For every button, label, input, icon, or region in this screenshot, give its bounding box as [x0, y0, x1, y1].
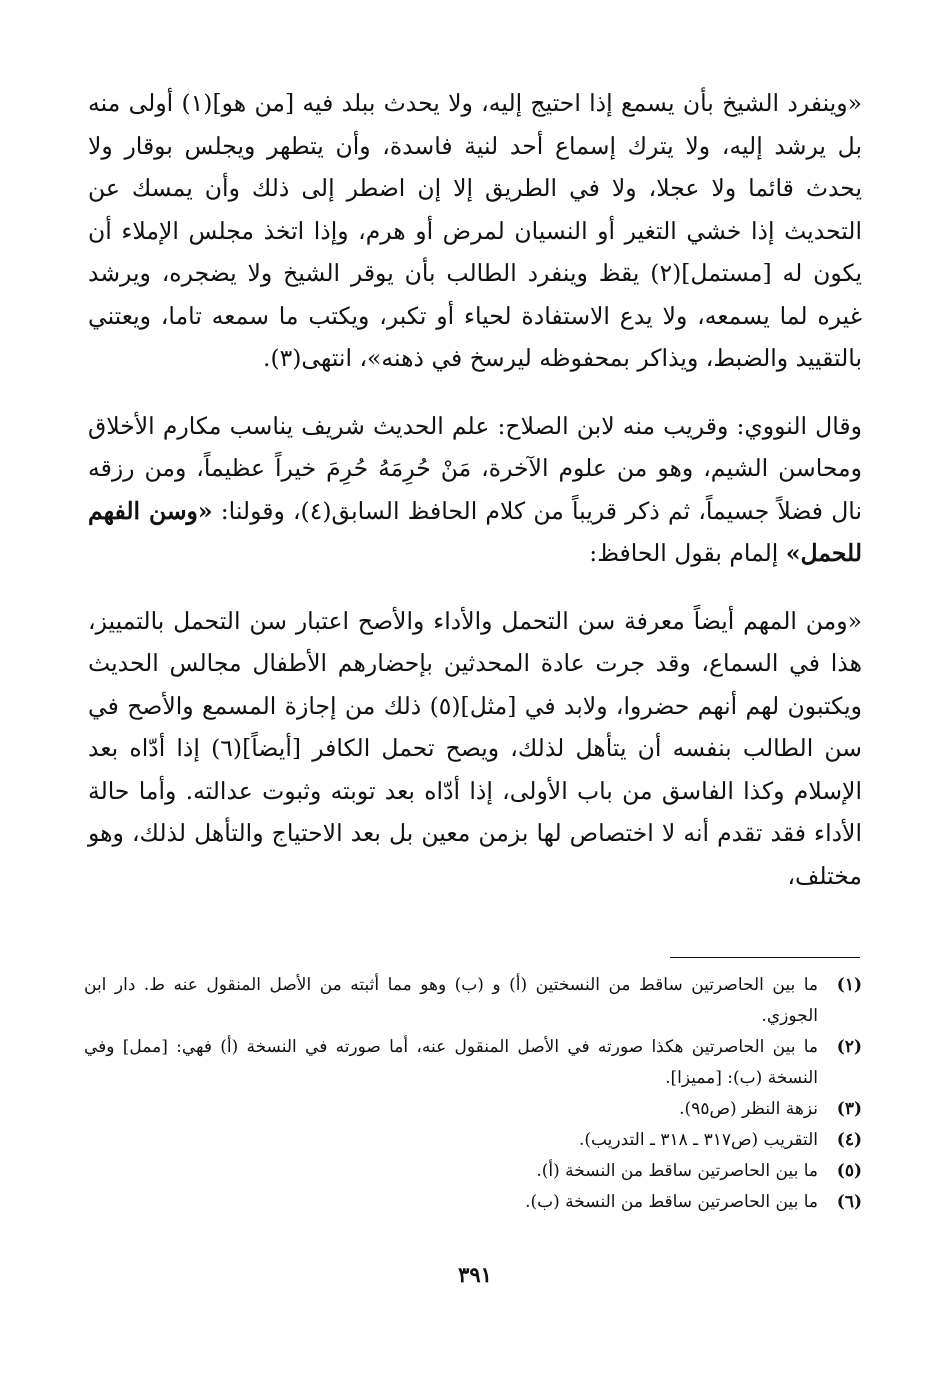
footnote-number: (١)	[836, 975, 862, 995]
footnote-text: ما بين الحاصرتين ساقط من النسختين (أ) و (ب) وهو مما أثبته من الأصل المنقول عنه ط. دار ابن الجوزي.	[84, 975, 818, 1026]
footnote-4	[84, 1125, 862, 1156]
main-text	[88, 82, 862, 897]
footnote-1	[84, 970, 862, 1032]
paragraph-3: «ومن المهم أيضاً معرفة سن التحمل والأداء والأصح اعتبار سن التحمل بالتمييز، هذا في السماع، وقد جرت عادة المحدثين بإحضارهم الأطفال مجالس الحديث ويكتبون لهم أنهم حضروا، ولابد في [مثل](٥) ذلك من إجازة المسمع والأصح في سن الطالب بنفسه أن يتأهل لذلك، ويصح تحمل الكافر [أيضاً](٦) إذا أدّاه بعد الإسلام وكذا الفاسق من باب الأولى، إذا أدّاه بعد توبته وثبوت عدالته. وأما حالة الأداء فقد تقدم أنه لا اختصاص لها بزمن معين بل بعد الاحتياج والتأهل لذلك، وهو مختلف،	[88, 606, 862, 890]
footnote-2	[84, 1032, 862, 1094]
footnote-6	[84, 1187, 862, 1218]
footnote-text: نزهة النظر (ص٩٥).	[679, 1099, 818, 1119]
footnote-text: التقريب (ص٣١٧ ـ ٣١٨ ـ التدريب).	[578, 1130, 818, 1150]
page-number: ٣٩١	[458, 1262, 492, 1287]
footnote-text: ما بين الحاصرتين هكذا صورته في الأصل المنقول عنه، أما صورته في النسخة (أ) فهي: [ممل] وفي النسخة (ب): [مميزا].	[84, 1037, 818, 1088]
footnotes	[84, 970, 862, 1218]
footnote-text: ما بين الحاصرتين ساقط من النسخة (ب).	[525, 1192, 818, 1212]
footnote-number: (٦)	[836, 1192, 862, 1212]
footnote-text: ما بين الحاصرتين ساقط من النسخة (أ).	[536, 1161, 818, 1181]
footnote-number: (٣)	[836, 1099, 862, 1119]
footnote-number: (٤)	[836, 1130, 862, 1150]
footnote-number: (٢)	[836, 1037, 862, 1057]
footnote-3	[84, 1094, 862, 1125]
paragraph-2-text-end: إلمام بقول الحافظ:	[589, 539, 786, 567]
footnote-5	[84, 1156, 862, 1187]
paragraph-2	[88, 405, 862, 575]
footnote-divider	[670, 957, 860, 958]
paragraph-2-bold-quote: «وسن الفهم للحمل»	[88, 496, 862, 567]
paragraph-1: «وينفرد الشيخ بأن يسمع إذا احتيج إليه، ولا يحدث ببلد فيه [من هو](١) أولى منه بل يرشد إليه، ولا يترك إسماع أحد لنية فاسدة، وأن يتطهر ويجلس بوقار ولا يحدث قائما ولا عجلا، ولا في الطريق إلا إن اضطر إلى ذلك وأن يمسك عن التحديث إذا خشي التغير أو النسيان لمرض أو هرم، وإذا اتخذ مجلس الإملاء أن يكون له [مستمل](٢) يقظ وينفرد الطالب بأن يوقر الشيخ ولا يضجره، ويرشد غيره لما يسمعه، ولا يدع الاستفادة لحياء أو تكبر، ويكتب ما سمعه تاما، ويعتني بالتقييد والضبط، ويذاكر بمحفوظه ليرسخ في ذهنه»، انتهى(٣).	[88, 89, 862, 372]
paragraph-2-text-start: وقال النووي: وقريب منه لابن الصلاح: علم الحديث شريف يناسب مكارم الأخلاق ومحاسن الشيم، وهو من علوم الآخرة، مَنْ حُرِمَهُ حُرِمَ خيراً عظيماً، ومن رزقه نال فضلاً جسيماً، ثم ذكر قريباً من كلام الحافظ السابق(٤)، وقولنا:	[88, 411, 863, 525]
footnote-number: (٥)	[836, 1161, 862, 1181]
